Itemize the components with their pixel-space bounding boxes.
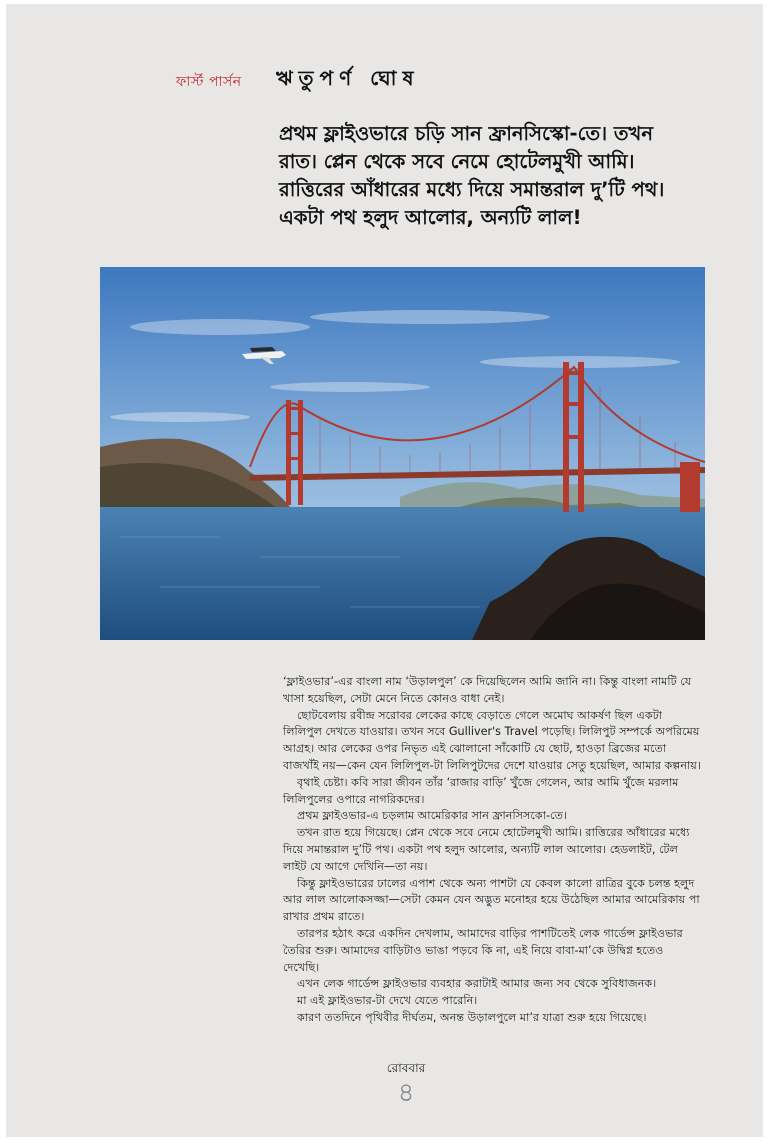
body-paragraph: প্রথম ফ্লাইওভার-এ চড়লাম আমেরিকার সান ফ্রানসিসকো-তে। [297,809,567,823]
article-body [283,674,703,1027]
intro-line: রাত। প্লেন থেকে সবে নেমে হোটেলমুখী আমি। [279,150,635,173]
page-footer [366,1060,446,1108]
body-paragraph: কিন্তু ফ্লাইওভারের ঢালের এপাশ থেকে অন্য পাশটা যে কেবল কালো রাত্রির বুকে চলন্ত হলুদ আর লাল আলোকসজ্জা—সেটা কেমন যেন অদ্ভুত মনোহর হয়ে উঠেছিল আমার আমেরিকায় পা রাখার প্রথম রাতে। [283,876,700,924]
body-paragraph: মা এই ফ্লাইওভার-টা দেখে যেতে পারেনি। [297,994,478,1008]
body-paragraph: তারপর হঠাৎ করে একদিন দেখলাম, আমাদের বাড়ির পাশটিতেই লেক গার্ডেন্স ফ্লাইওভার তৈরির শুরু। আমাদের বাড়িটাও ভাঙা পড়বে কি না, এই নিয়ে বাবা-মা’কে উদ্বিগ্ন হতেও দেখেছি। [283,926,683,974]
body-paragraph: বৃথাই চেষ্টা। কবি সারা জীবন তাঁর ‘রাজার বাড়ি’ খুঁজে গেলেন, আর আমি খুঁজে মরলাম লিলিপুলের ওপারে নাগরিকদের। [283,775,679,806]
intro-pullquote [279,120,699,232]
intro-line: প্রথম ফ্লাইওভারে চড়ি সান ফ্রানসিস্কো-তে। তখন [279,122,653,145]
publication-name: রোববার [386,1061,426,1075]
body-paragraph: তখন রাত হয়ে গিয়েছে। প্লেন থেকে সবে নেমে হোটেলমুখী আমি। রাত্তিরের আঁধারের মধ্যে দিয়ে সমান্তরাল দু’টি পথ। একটা পথ হলুদ আলোর, অন্যটি লাল আলোর। হেডলাইট, টেল লাইট যে আগে দেখিনি—তা নয়। [283,826,690,873]
magazine-page [6,4,763,1137]
body-paragraph: ছোটবেলায় রবীন্দ্র সরোবর লেকের কাছে বেড়াতে গেলে অমোঘ আকর্ষণ ছিল একটা লিলিপুল দেখতে যাওয়ার। তখন সবে Gulliver's Travel পড়েছি। লিলিপুট সম্পর্কে অপরিমেয় আগ্রহ। আর লেকের ওপর নিভৃত এই ঝোলানো সাঁকোটি যে ছোট, হাওড়া ব্রিজের মতো বাজখাঁই নয়—কেন যেন লিলিপুল-টা লিলিপুটদের দেশে যাওয়ার সেতু হয়েছিল, আমার কল্পনায়। [283,708,701,772]
body-paragraph: এখন লেক গার্ডেন্স ফ্লাইওভার ব্যবহার করাটাই আমার জন্য সব থেকে সুবিধাজনক। [297,977,657,991]
intro-line: একটা পথ হলুদ আলোর, অন্যটি লাল! [279,206,582,229]
golden-gate-bridge-photo [100,267,705,640]
page-number: ৪ [397,1078,415,1108]
body-paragraph: কারণ ততদিনে পৃথিবীর দীর্ঘতম, অনন্ত উড়ালপুলে মা’র যাত্রা শুরু হয়ে গিয়েছে। [297,1010,647,1024]
body-paragraph: ‘ফ্লাইওভার’-এর বাংলা নাম ‘উড়ালপুল’ কে দিয়েছিলেন আমি জানি না। কিন্তু বাংলা নামটি যে খাসা হয়েছিল, সেটা মেনে নিতে কোনও বাধা নেই। [283,675,692,705]
section-label: ফার্স্ট পার্সন [176,74,242,90]
intro-line: রাত্তিরের আঁধারের মধ্যে দিয়ে সমান্তরাল দু’টি পথ। [279,178,665,201]
author-name: ঋতুপর্ণ ঘোষ [276,66,420,90]
